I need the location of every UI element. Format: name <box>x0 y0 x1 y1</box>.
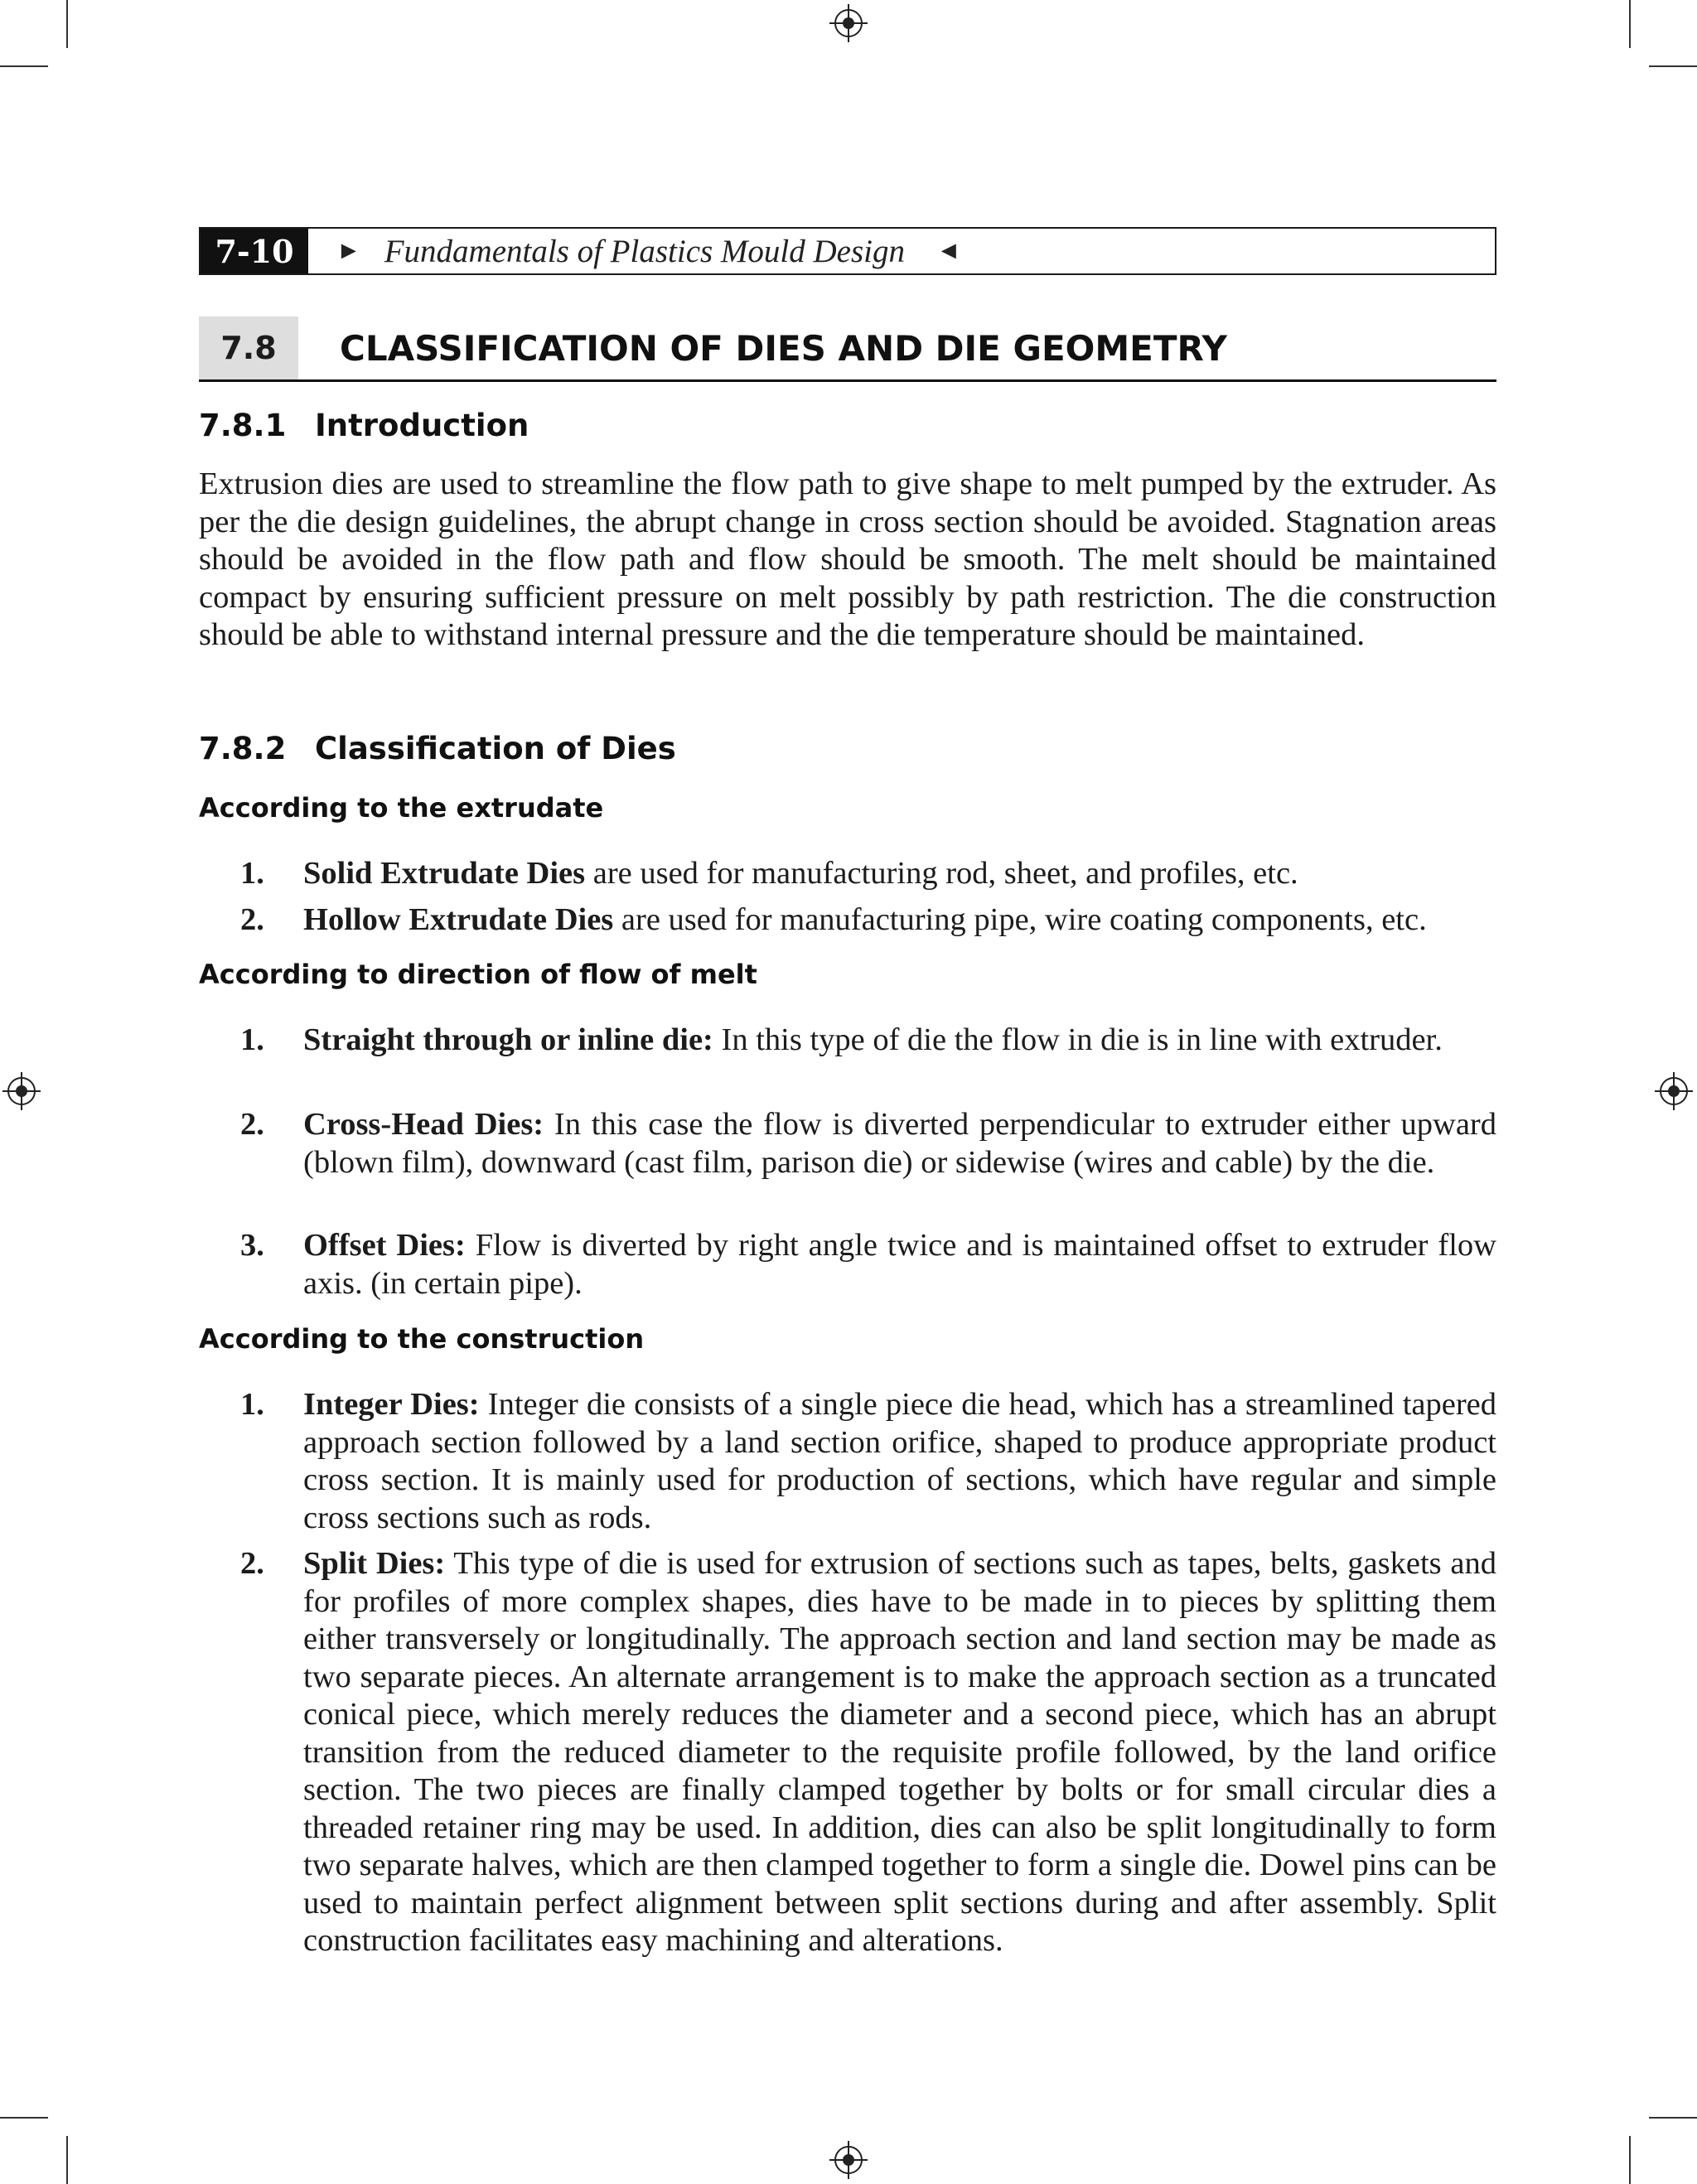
subsection-number: 7.8.1 <box>199 408 287 443</box>
registration-mark-icon <box>834 2146 863 2174</box>
crop-mark <box>1649 2117 1697 2119</box>
item-number: 1. <box>240 1387 264 1422</box>
item-term: Offset Dies: <box>303 1228 466 1263</box>
item-number: 2. <box>240 1546 264 1581</box>
list-item <box>240 1545 1496 1960</box>
page-number: 7-10 <box>201 229 308 273</box>
item-number: 2. <box>240 1107 264 1142</box>
category-heading: According to the extrudate <box>199 792 604 824</box>
item-term: Solid Extrudate Dies <box>303 856 586 891</box>
item-term: Cross-Head Dies: <box>303 1107 544 1142</box>
item-term: Integer Dies: <box>303 1387 480 1422</box>
subsection-number: 7.8.2 <box>199 731 287 766</box>
subsection-heading-introduction <box>199 408 529 443</box>
category-heading: According to the construction <box>199 1323 645 1355</box>
arrow-left-icon: ◄ <box>936 237 961 264</box>
item-text: In this case the flow is diverted perpendicular to extruder either upward (blown film), downward (cast film, parison die) or sidewise (wires and cable) by the die. <box>303 1107 1496 1180</box>
list-item <box>240 855 1496 893</box>
crop-mark <box>1629 2136 1631 2184</box>
list-item <box>240 1386 1496 1537</box>
arrow-right-icon: ► <box>336 237 361 264</box>
item-text: are used for manufacturing rod, sheet, and profiles, etc. <box>585 856 1298 891</box>
item-number: 1. <box>240 856 264 891</box>
book-title-bar <box>336 233 961 270</box>
item-number: 1. <box>240 1022 264 1057</box>
category-heading: According to direction of flow of melt <box>199 959 757 990</box>
list-item <box>240 1106 1496 1181</box>
introduction-paragraph: Extrusion dies are used to streamline the flow path to give shape to melt pumped by the extruder. As per the die design guidelines, the abrupt change in cross section should be avoided. Stagnation areas should be avoided in the flow path and flow should be smooth. The melt should be maintained compact by ensuring sufficient pressure on melt possibly by path restriction. The die construction should be able to withstand internal pressure and the die temperature should be maintained. <box>199 466 1496 652</box>
crop-mark <box>0 2117 48 2119</box>
section-heading <box>199 316 1496 382</box>
item-text: This type of die is used for extrusion of sections such as tapes, belts, gaskets and for profiles of more complex shapes, dies have to be made in to pieces by splitting them either transversely or longitudinally. The approach section and land section may be made as two separate pieces. An alternate arrangement is to make the approach section as a truncated conical piece, which merely reduces the diameter and a second piece, which has an abrupt transition from the reduced diameter to the requisite profile followed, by the land orifice section. The two pieces are finally clamped together by bolts or for small circular dies a threaded retainer ring may be used. In addition, dies can also be split longitudinally to form two separate halves, which are then clamped together to form a single die. Dowel pins can be used to maintain perfect alignment between split sections during and after assembly. Split construction facilitates easy machining and alterations. <box>303 1546 1496 1958</box>
item-term: Straight through or inline die: <box>303 1022 713 1057</box>
crop-mark <box>66 0 68 48</box>
crop-mark <box>66 2136 68 2184</box>
book-title: Fundamentals of Plastics Mould Design <box>384 233 905 269</box>
item-text: Integer die consists of a single piece die head, which has a streamlined tapered approach section followed by a land section orifice, shaped to produce appropriate product cross section. It is mainly used for production of sections, which have regular and simple cross sections such as rods. <box>303 1387 1497 1535</box>
item-text: Flow is diverted by right angle twice and is maintained offset to extruder flow axis. (in certain pipe). <box>303 1228 1496 1301</box>
subsection-title: Introduction <box>315 408 529 443</box>
list-item <box>240 901 1496 940</box>
registration-mark-icon <box>834 9 863 37</box>
item-number: 3. <box>240 1228 264 1263</box>
item-text: In this type of die the flow in die is in line with extruder. <box>713 1022 1443 1057</box>
section-title: CLASSIFICATION OF DIES AND DIE GEOMETRY <box>340 327 1227 369</box>
list-item <box>240 1227 1496 1302</box>
item-number: 2. <box>240 902 264 937</box>
registration-mark-icon <box>7 1077 36 1105</box>
item-term: Split Dies: <box>303 1546 446 1581</box>
crop-mark <box>1629 0 1631 48</box>
crop-mark <box>1649 65 1697 67</box>
subsection-heading-classification <box>199 731 676 766</box>
item-term: Hollow Extrudate Dies <box>303 902 614 937</box>
crop-mark <box>0 65 48 67</box>
item-text: are used for manufacturing pipe, wire coating components, etc. <box>613 902 1427 937</box>
list-item <box>240 1022 1496 1060</box>
running-header <box>199 227 1496 275</box>
registration-mark-icon <box>1660 1077 1688 1105</box>
subsection-title: Classification of Dies <box>315 731 676 766</box>
section-number: 7.8 <box>199 316 298 379</box>
